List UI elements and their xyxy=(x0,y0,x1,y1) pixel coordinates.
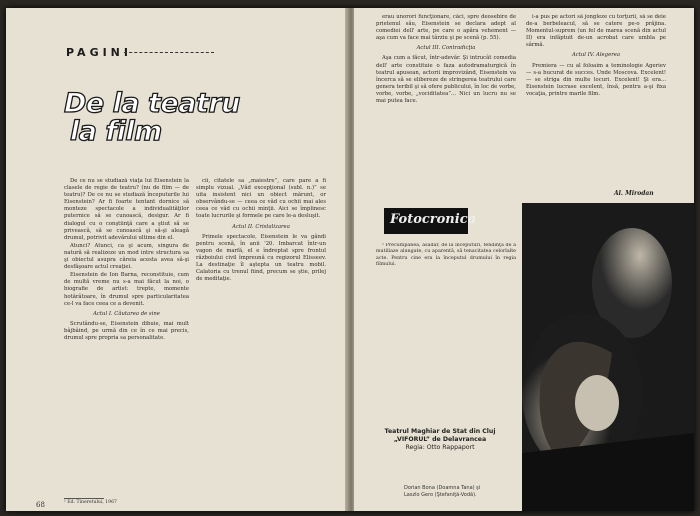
column3-top-paragraph: erau unorori funcţionare, căci, spre deosebire de prietenul său, Eisenstein se declara adept al comediei dell' arte, pe care o apăra vehement — aşa cum va face mai târziu şi pe scenă (p. 55). xyxy=(376,14,516,42)
title-line-1: De la teatru xyxy=(64,88,240,119)
act-two-heading: Actul II. Cristalizarea xyxy=(232,223,290,230)
fotocronica-label: Fotocronica xyxy=(390,212,477,227)
caption-line-2: Laszlo Gero (Ştefaniţă-Vodă). xyxy=(404,491,477,498)
footnote-text: ² Precumpănea, asadar, de la începuturi, tendinţa de a mutiliaze alungate, cu aparentă, să tenacitatea celorlalte acte. Pentru cine era la începutul drumului în regia filmului. xyxy=(376,243,516,268)
column2-top-paragraph: cii, citatele sa „maiestre”, care pare a fi simplu vizual. „Văd excepţional (subl. n.)” se uita insistent nici un obiect mărunt, or observându-se — ceea ce văd cu ochii mai ales ceea ce văd cu ochii minţii. Aici se împlinesc toate lucrurile şi formele pe care le-a desluşit. xyxy=(196,178,326,220)
play-title: „VIFORUL” de Delavrancea xyxy=(393,436,487,443)
photo-caption xyxy=(404,485,524,498)
right-column-1 xyxy=(376,14,516,194)
title-line-2: la film xyxy=(70,116,162,147)
article-title xyxy=(64,90,240,146)
footnote-rule xyxy=(64,498,104,499)
section-label: PAGINI xyxy=(66,46,132,59)
left-footnote: ¹ Ed. Tineretului, 1967 xyxy=(64,500,117,505)
right-page xyxy=(354,8,694,511)
theatre-photo xyxy=(522,203,694,511)
act-three-heading: Actul III. Contradicţia xyxy=(416,45,476,52)
act-four-paragraph: Premiera — cu al foloaim a teminologie Ageriev — s-a bucurat de succes. Unde Moscova. Excelent! — se striga din multe locuri. Excelent! Şi era... Eisenstein lucrase excelent, însă, pentru a-şi fixa vocaţia, printre marile film. xyxy=(526,62,666,97)
caption-line-1: Dorian Bona (Doamna Tana) şi xyxy=(404,485,481,491)
right-column-2 xyxy=(526,14,666,184)
right-footnote xyxy=(376,243,516,413)
column4-top-paragraph: i-a pus pe actori să jongleze cu torţurii, să se deie de-a berbeleacul, să se catere pe-o prăjina. Momentul-suprem (un fel de marea scenă din actul II) era infăptuit de-un acrobat care umbla pe sârmă. xyxy=(526,14,666,49)
left-page xyxy=(6,8,348,511)
left-column-2 xyxy=(196,178,326,453)
section-divider xyxy=(124,52,214,53)
act-two-paragraph: Primele spectacole, Eisenstein le va gândi pentru scenă, în anii '20. Imbarcat într-un vagon de marfă, el e îndreptat spre frontul războiului civil împreună cu regizorul Elisseev. La destinaţie îl aştepta un teatru mobil. Calatoria cu trenul fiind, precum se ştie, prilej de meditaţie. xyxy=(196,233,326,283)
author-signature: Al. Mirodan xyxy=(614,190,654,197)
act-one-paragraph: Scrutându-se, Eisenstein dibuie, mai mult bâjbâind, pe urmă din ce în ce mai precis, drumul spre propria sa personalitate. xyxy=(64,320,189,341)
theatre-name: Teatrul Maghiar de Stat din Cluj xyxy=(384,428,496,435)
page-number: 68 xyxy=(36,501,45,509)
magazine-spread xyxy=(6,8,694,511)
director-credit: Regia: Otto Rappaport xyxy=(405,444,475,451)
intro-paragraph: De ce nu se studiază viaţa lui Eisenstein la clasele de regie de teatru? (nu de film — de teatru)? De ce nu se studiază începuturile lui Eisenstein? Ar fi foarte tentant dornice să monteze spectacole a individualităţilor puternice să se cunoască, desigur. Ar fi dialogul cu o conştiinţă care a ştiut să se privească, să se cunoască şi să-şi aleagă drumul, potrivit adevărului ultime din el. xyxy=(64,178,189,241)
left-column-1 xyxy=(64,178,189,496)
act-three-paragraph: Aşa cum a făcut, într-adevăr. Şi intrucât comedia dell' arte constituie o faza autodramaturgică în teatrul apusean, actorii improvizând, Eisenstein va încerca să se elibereze de stringerea teatrului care genera teribil şi să ofere publicului, în loc de vorbe, vorbe, vorbe, „vociditatea”... Nici un lucru nu se mai putea face. xyxy=(376,55,516,105)
barna-paragraph: Eisenstein de Ion Barna, reconstituie, cum de multă vreme nu s-a mai făcut la noi, o biografie de artist: trepte, momente hotărâtoare, în drumul spre particularitatea ce-l va face ceea ce a devenit. xyxy=(64,272,189,307)
atunci-paragraph: Atunci? Atunci, ca şi acum, singura de natură să realizeze un mod intre structura sa şi obiectul asupra căreia acesta avea să-şi desfăşoare actul creaţiei. xyxy=(64,242,189,271)
theatre-credits xyxy=(360,428,520,452)
theatre-photo-image xyxy=(522,203,694,511)
fotocronica-banner xyxy=(384,208,477,234)
act-four-heading: Actul IV. Alegerea xyxy=(571,52,621,59)
act-one-heading: Actul I. Căutarea de sine xyxy=(93,310,160,317)
